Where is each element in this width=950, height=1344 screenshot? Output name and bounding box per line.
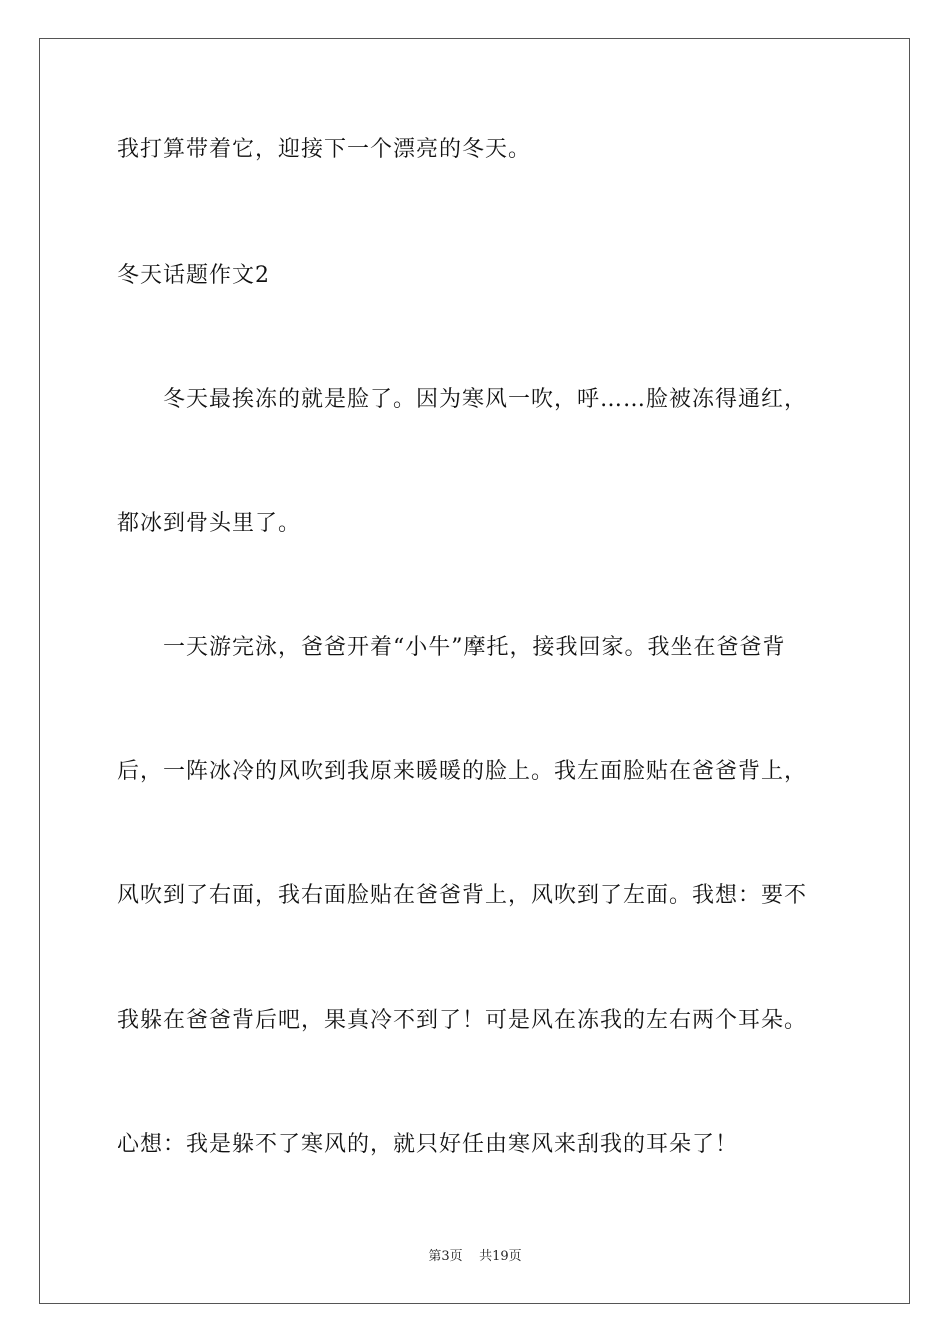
text-line: 我打算带着它，迎接下一个漂亮的冬天。: [117, 137, 532, 162]
section-title: 冬天话题作文2: [117, 263, 270, 288]
paragraph-line: 一天游完泳，爸爸开着“小牛”摩托，接我回家。我坐在爸爸背: [163, 635, 786, 660]
paragraph-line: 都冰到骨头里了。: [117, 511, 302, 536]
page-frame: [39, 38, 910, 1304]
paragraph-line: 风吹到了右面，我右面脸贴在爸爸背上，风吹到了左面。我想：要不: [117, 883, 808, 908]
page-number: 第3页: [428, 1249, 463, 1264]
page-total: 共19页: [479, 1249, 522, 1264]
paragraph-line: 冬天最挨冻的就是脸了。因为寒风一吹，呼……脸被冻得通红，: [163, 387, 808, 412]
page-footer: [0, 1248, 950, 1266]
paragraph-line: 我躲在爸爸背后吧，果真冷不到了！可是风在冻我的左右两个耳朵。: [117, 1008, 808, 1033]
paragraph-line: 心想：我是躲不了寒风的，就只好任由寒风来刮我的耳朵了！: [117, 1132, 739, 1157]
paragraph-line: 后，一阵冰冷的风吹到我原来暖暖的脸上。我左面脸贴在爸爸背上，: [117, 759, 808, 784]
